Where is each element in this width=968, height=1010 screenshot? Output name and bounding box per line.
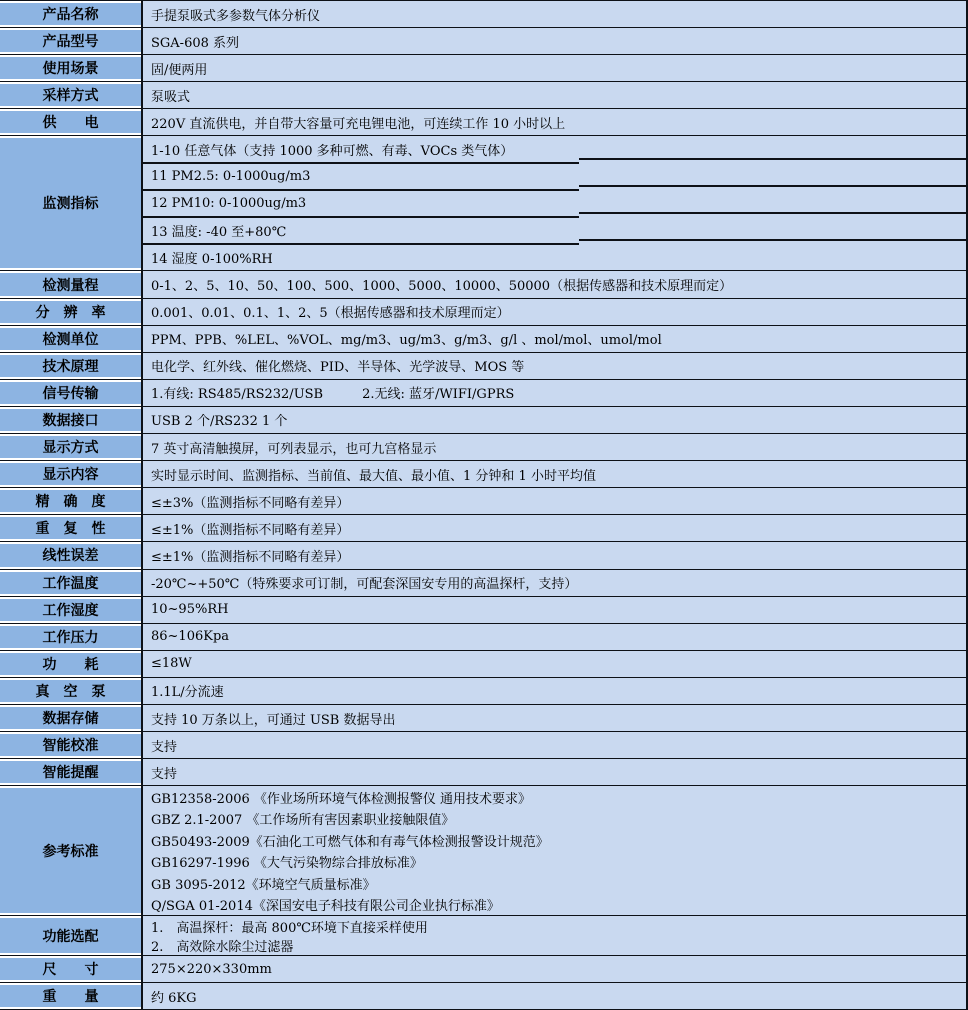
spec-row-power-supply: [0, 109, 966, 136]
row-label-linearity-error: 线性误差: [0, 542, 141, 568]
row-value-monitoring-indicators: [141, 136, 966, 270]
row-value-display-mode: 7 英寸高清触摸屏，可列表显示，也可九宫格显示: [141, 434, 966, 460]
spec-row-optional-features: [0, 916, 966, 956]
row-value-detection-range: 0-1、2、5、10、50、100、500、1000、5000、10000、50000（根据传感器和技术原理而定）: [141, 271, 966, 297]
divider-line: [143, 162, 579, 164]
indicator-line-3: 12 PM10: 0-1000ug/m3: [151, 195, 307, 211]
row-value-technical-principle: 电化学、红外线、催化燃烧、PID、半导体、光学波导、MOS 等: [141, 353, 966, 379]
spec-row-accuracy: [0, 488, 966, 515]
row-label-product-model: 产品型号: [0, 28, 141, 54]
row-label-power-consumption: 功 耗: [0, 651, 141, 677]
spec-row-signal-transmission: [0, 380, 966, 407]
divider-line: [579, 239, 966, 241]
row-value-data-interface: USB 2 个/RS232 1 个: [141, 407, 966, 433]
row-label-data-interface: 数据接口: [0, 407, 141, 433]
indicator-line-4: 13 温度: -40 至+80℃: [151, 224, 287, 240]
row-value-working-pressure: 86~106Kpa: [141, 624, 966, 650]
row-label-working-temperature: 工作温度: [0, 570, 141, 596]
row-label-product-name: 产品名称: [0, 1, 141, 27]
standard-line-1: GB12358-2006 《作业场所环境气体检测报警仪 通用技术要求》: [151, 791, 532, 807]
spec-row-product-name: [0, 1, 966, 28]
divider-line: [579, 185, 966, 187]
row-label-signal-transmission: 信号传输: [0, 380, 141, 406]
row-label-technical-principle: 技术原理: [0, 353, 141, 379]
row-label-monitoring-indicators: 监测指标: [0, 136, 141, 270]
spec-row-sampling-method: [0, 82, 966, 109]
row-label-data-storage: 数据存储: [0, 705, 141, 731]
standard-line-2: GBZ 2.1-2007 《工作场所有害因素职业接触限值》: [151, 813, 455, 828]
spec-row-working-pressure: [0, 624, 966, 651]
divider-line: [579, 212, 966, 214]
spec-row-weight: [0, 983, 966, 1010]
spec-row-power-consumption: [0, 651, 966, 678]
row-value-working-temperature: -20℃~+50℃（特殊要求可订制，可配套深国安专用的高温探杆，支持）: [141, 570, 966, 596]
row-value-vacuum-pump: 1.1L/分流速: [141, 678, 966, 704]
row-value-product-name: 手提泵吸式多参数气体分析仪: [141, 1, 966, 27]
row-label-weight: 重 量: [0, 983, 141, 1009]
standard-line-4: GB16297-1996 《大气污染物综合排放标准》: [151, 856, 423, 871]
spec-row-product-model: [0, 28, 966, 55]
spec-row-linearity-error: [0, 542, 966, 569]
row-value-smart-calibration: 支持: [141, 732, 966, 758]
row-value-reference-standards: [141, 786, 966, 915]
row-label-smart-calibration: 智能校准: [0, 732, 141, 758]
row-label-reference-standards: 参考标准: [0, 786, 141, 915]
spec-row-smart-calibration: [0, 732, 966, 759]
spec-row-display-mode: [0, 434, 966, 461]
row-value-weight: 约 6KG: [141, 983, 966, 1009]
row-label-vacuum-pump: 真 空 泵: [0, 678, 141, 704]
spec-row-technical-principle: [0, 353, 966, 380]
indicator-line-5: 14 湿度 0-100%RH: [151, 251, 273, 267]
row-label-display-mode: 显示方式: [0, 434, 141, 460]
row-value-repeatability: ≤±1%（监测指标不同略有差异）: [141, 515, 966, 541]
row-value-product-model: SGA-608 系列: [141, 28, 966, 54]
row-label-optional-features: 功能选配: [0, 916, 141, 955]
spec-row-data-interface: [0, 407, 966, 434]
row-label-display-content: 显示内容: [0, 461, 141, 487]
row-label-usage-scenario: 使用场景: [0, 55, 141, 81]
row-label-detection-range: 检测量程: [0, 271, 141, 297]
row-value-power-consumption: ≤18W: [141, 651, 966, 677]
row-value-detection-unit: PPM、PPB、%LEL、%VOL、mg/m3、ug/m3、g/m3、g/l 、mol/mol、umol/mol: [141, 326, 966, 352]
spec-row-resolution: [0, 299, 966, 326]
row-value-display-content: 实时显示时间、监测指标、当前值、最大值、最小值、1 分钟和 1 小时平均值: [141, 461, 966, 487]
row-label-working-humidity: 工作湿度: [0, 597, 141, 623]
row-value-smart-reminder: 支持: [141, 759, 966, 785]
row-value-resolution: 0.001、0.01、0.1、1、2、5（根据传感器和技术原理而定）: [141, 299, 966, 325]
option-line-2: 2. 高效除水除尘过滤器: [151, 940, 294, 955]
row-value-power-supply: 220V 直流供电，并自带大容量可充电锂电池，可连续工作 10 小时以上: [141, 109, 966, 135]
divider-line: [143, 243, 579, 245]
spec-row-usage-scenario: [0, 55, 966, 82]
spec-row-detection-unit: [0, 326, 966, 353]
row-label-accuracy: 精 确 度: [0, 488, 141, 514]
row-value-working-humidity: 10~95%RH: [141, 597, 966, 623]
row-label-sampling-method: 采样方式: [0, 82, 141, 108]
spec-row-working-temperature: [0, 570, 966, 597]
row-label-resolution: 分 辨 率: [0, 299, 141, 325]
indicator-line-2: 11 PM2.5: 0-1000ug/m3: [151, 169, 311, 185]
row-value-data-storage: 支持 10 万条以上，可通过 USB 数据导出: [141, 705, 966, 731]
standard-line-6: Q/SGA 01-2014《深国安电子科技有限公司企业执行标准》: [151, 899, 500, 914]
divider-line: [579, 158, 966, 160]
indicator-line-1: 1-10 任意气体（支持 1000 多种可燃、有毒、VOCs 类气体）: [151, 144, 514, 160]
row-label-dimensions: 尺 寸: [0, 956, 141, 982]
standard-line-3: GB50493-2009《石油化工可燃气体和有毒气体检测报警设计规范》: [151, 834, 549, 850]
spec-row-repeatability: [0, 515, 966, 542]
divider-line: [143, 189, 579, 191]
spec-row-vacuum-pump: [0, 678, 966, 705]
spec-row-data-storage: [0, 705, 966, 732]
row-label-detection-unit: 检测单位: [0, 326, 141, 352]
row-value-sampling-method: 泵吸式: [141, 82, 966, 108]
option-line-1: 1. 高温探杆：最高 800℃环境下直接采样使用: [151, 920, 428, 936]
row-label-smart-reminder: 智能提醒: [0, 759, 141, 785]
row-value-accuracy: ≤±3%（监测指标不同略有差异）: [141, 488, 966, 514]
row-label-power-supply: 供 电: [0, 109, 141, 135]
spec-row-detection-range: [0, 271, 966, 298]
row-label-working-pressure: 工作压力: [0, 624, 141, 650]
divider-line: [143, 216, 579, 218]
spec-row-reference-standards: [0, 786, 966, 916]
row-label-repeatability: 重 复 性: [0, 515, 141, 541]
row-value-usage-scenario: 固/便两用: [141, 55, 966, 81]
row-value-dimensions: 275×220×330mm: [141, 956, 966, 982]
standard-line-5: GB 3095-2012《环境空气质量标准》: [151, 877, 376, 893]
spec-row-monitoring-indicators: [0, 136, 966, 271]
spec-row-display-content: [0, 461, 966, 488]
row-value-signal-transmission: 1.有线: RS485/RS232/USB 2.无线: 蓝牙/WIFI/GPRS: [141, 380, 966, 406]
spec-row-dimensions: [0, 956, 966, 983]
spec-row-smart-reminder: [0, 759, 966, 786]
spec-row-working-humidity: [0, 597, 966, 624]
row-value-linearity-error: ≤±1%（监测指标不同略有差异）: [141, 542, 966, 568]
row-value-optional-features: [141, 916, 966, 955]
